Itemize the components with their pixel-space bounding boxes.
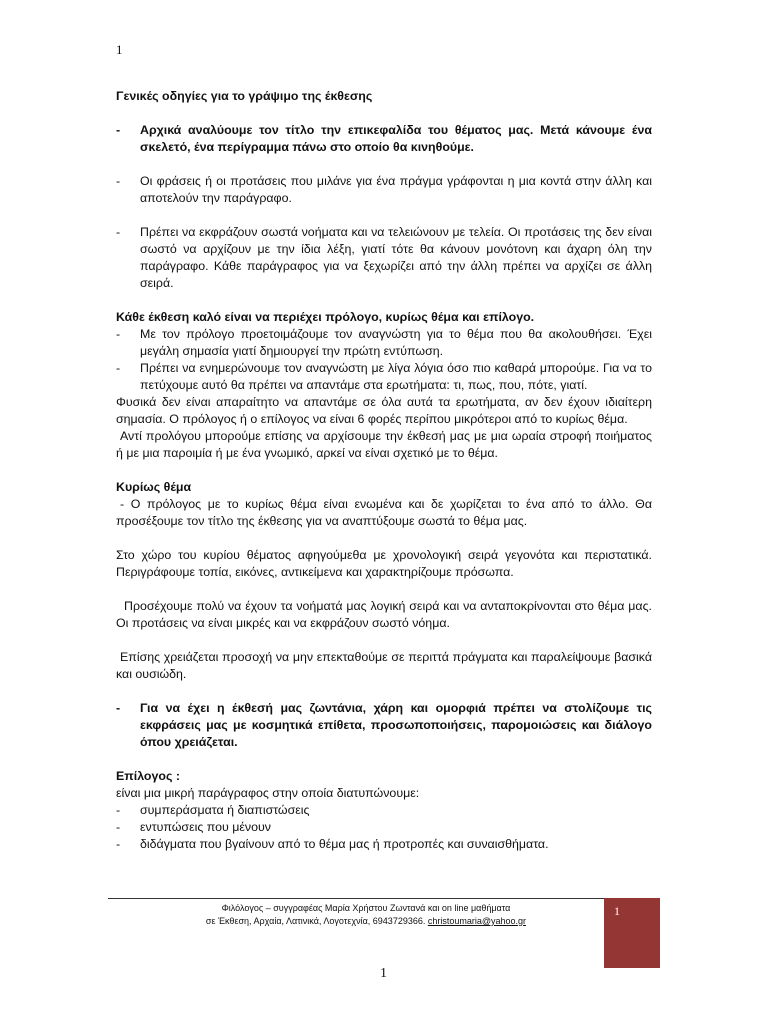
- prologue-paragraph-2: Αντί προλόγου μπορούμε επίσης να αρχίσουμε την έκθεσή μας με μια ωραία στροφή ποιήματος ή με μια παροιμία ή με ένα γνωμικό, αρκεί να είναι σχετικό με το θέμα.: [116, 429, 652, 460]
- main-bullet: - Για να έχει η έκθεσή μας ζωντάνια, χάρη και ομορφιά πρέπει να στολίζουμε τις εκφράσεις μας με κοσμητικά επίθετα, προσωποποιήσεις, παρομοιώσεις και διάλογο όπου χρειάζεται.: [116, 701, 652, 749]
- footer-page-box: [604, 898, 660, 968]
- main-heading: Κυρίως θέμα: [116, 480, 192, 494]
- epilogue-bullet-1: - συμπεράσματα ή διαπιστώσεις: [116, 803, 310, 817]
- main-paragraph-1: - Ο πρόλογος με το κυρίως θέμα είναι ενωμένα και δε χωρίζεται το ένα από το άλλο. Θα προσέξουμε τον τίτλο της έκθεσης για να αναπτύξουμε σωστά το θέμα μας.: [116, 497, 652, 528]
- footer-divider: [108, 898, 604, 899]
- page-number-bottom: 1: [380, 966, 387, 981]
- intro-bullet-3: - Πρέπει να εκφράζουν σωστά νοήματα και να τελειώνουν με τελεία. Οι προτάσεις της δεν είναι σωστό να αρχίζουν με την ίδια λέξη, γιατί τότε θα κάνουν μονότονη και άχαρη όλη την παράγραφο. Κάθε παράγραφος για να ξεχωρίζει από την άλλη πρέπει να αρχίζει σε άλλη σειρά.: [116, 225, 652, 290]
- footer-line-2: σε Έκθεση, Αρχαία, Λατινικά, Λογοτεχνία, 6943729366. christoumaria@yahoo.gr: [205, 916, 527, 926]
- footer-page-number: 1: [614, 904, 620, 918]
- intro-bullet-2: - Οι φράσεις ή οι προτάσεις που μιλάνε για ένα πράγμα γράφονται η μια κοντά στην άλλη και αποτελούν την παράγραφο.: [116, 174, 652, 205]
- page-number-top: 1: [116, 42, 123, 57]
- epilogue-bullet-2: - εντυπώσεις που μένουν: [116, 820, 271, 834]
- main-paragraph-4: Επίσης χρειάζεται προσοχή να μην επεκταθούμε σε περιττά πράγματα και παραλείψουμε βασικά και ουσιώδη.: [116, 650, 652, 681]
- main-paragraph-3: Προσέχουμε πολύ να έχουν τα νοήματά μας λογική σειρά και να ανταποκρίνονται στο θέμα μας. Οι προτάσεις να είναι μικρές και να εκφράζουν σωστό νόημα.: [116, 599, 652, 630]
- prologue-bullet-1: - Με τον πρόλογο προετοιμάζουμε τον αναγνώστη για το θέμα που θα ακολουθήσει. Έχει μεγάλη σημασία γιατί δημιουργεί την πρώτη εντύπωση.: [116, 327, 652, 358]
- prologue-heading: Κάθε έκθεση καλό είναι να περιέχει πρόλογο, κυρίως θέμα και επίλογο.: [116, 310, 535, 324]
- main-paragraph-2: Στο χώρο του κυρίου θέματος αφηγούμεθα με χρονολογική σειρά γεγονότα και περιστατικά. Περιγράφουμε τοπία, εικόνες, αντικείμενα και χαρακτηρίζουμε πρόσωπα.: [116, 548, 652, 579]
- document-body: [116, 88, 652, 853]
- epilogue-heading: Επίλογος :: [116, 769, 180, 783]
- intro-bullet-1: - Αρχικά αναλύουμε τον τίτλο την επικεφαλίδα του θέματος μας. Μετά κάνουμε ένα σκελετό, ένα περίγραμμα πάνω στο οποίο θα κινηθούμε.: [116, 123, 652, 154]
- prologue-paragraph-1: Φυσικά δεν είναι απαραίτητο να απαντάμε σε όλα αυτά τα ερωτήματα, αν δεν έχουν ιδιαίτερη σημασία. Ο πρόλογος ή ο επίλογος να είναι 6 φορές περίπου μικρότεροι από το κυρίως θέμα.: [116, 395, 652, 426]
- prologue-bullet-2: - Πρέπει να ενημερώνουμε τον αναγνώστη με λίγα λόγια όσο πιο καθαρά μπορούμε. Για να το πετύχουμε αυτό θα πρέπει να απαντάμε στα ερωτήματα: τι, πως, που, πότε, γιατί.: [116, 361, 652, 392]
- epilogue-bullet-3: - διδάγματα που βγαίνουν από το θέμα μας ή προτροπές και συναισθήματα.: [116, 837, 549, 851]
- document-title: Γενικές οδηγίες για το γράψιμο της έκθεσης: [116, 89, 373, 103]
- epilogue-intro: είναι μια μικρή παράγραφος στην οποία διατυπώνουμε:: [116, 786, 420, 800]
- footer-line-1: Φιλόλογος – συγγραφέας Μαρία Χρήστου Ζωντανά και on line μαθήματα: [221, 903, 511, 913]
- page-footer: [140, 902, 592, 928]
- footer-email-link[interactable]: christoumaria@yahoo.gr: [427, 916, 527, 926]
